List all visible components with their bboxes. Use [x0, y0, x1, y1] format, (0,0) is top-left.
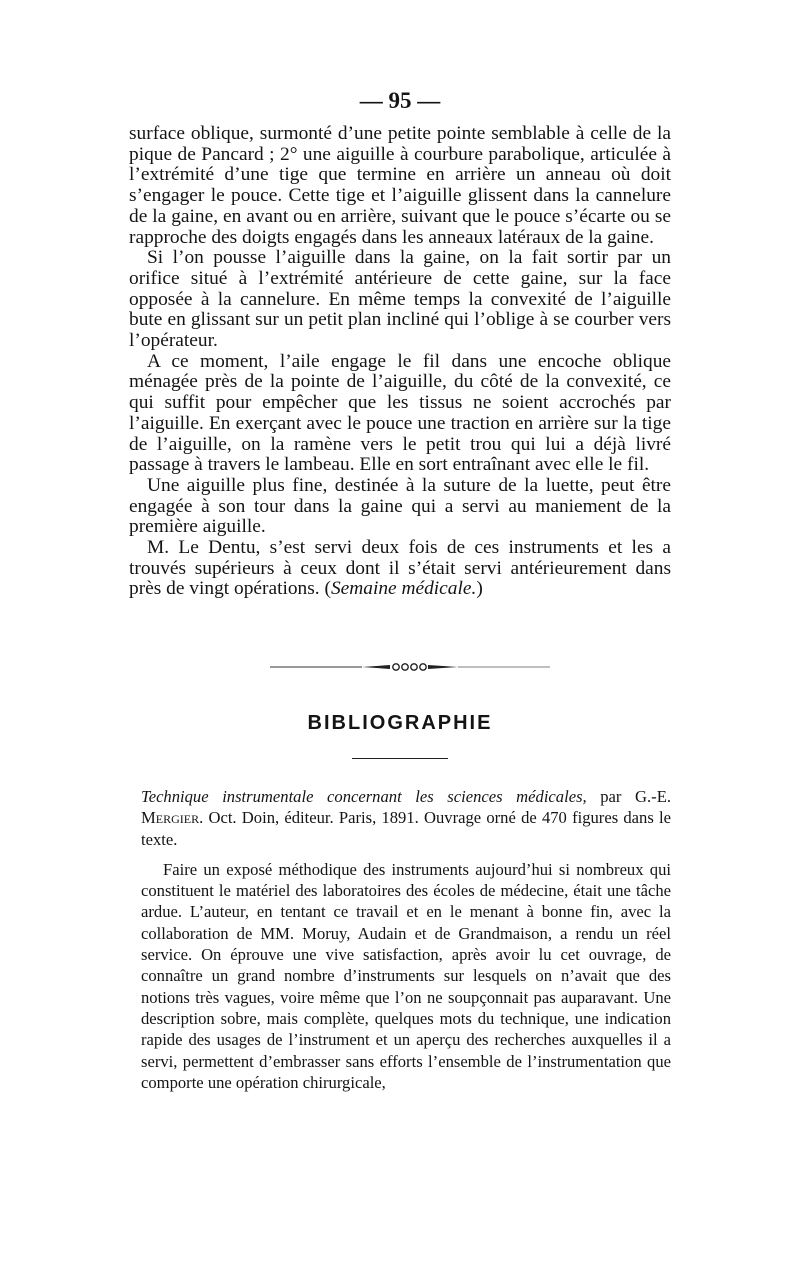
source-citation: Semaine médicale.: [330, 578, 477, 600]
article-body: [129, 124, 671, 600]
book-title: Technique instrumentale concernant les sciences médicales,: [141, 787, 587, 806]
publication-details: . Oct. Doin, éditeur. Paris, 1891. Ouvrage orné de 470 figures dans le texte.: [141, 808, 671, 849]
page-number: — 95 —: [359, 88, 441, 113]
citation-close: ): [476, 578, 483, 600]
by-label: par G.-E.: [586, 787, 671, 806]
section-heading: BIBLIOGRAPHIE: [307, 712, 493, 734]
bibliography-reference: [141, 786, 671, 850]
body-paragraph: surface oblique, surmonté d’une petite pointe semblable à celle de la pique de Pancard ; 2° une aiguille à courbure parabolique, articulée à l’extrémité d’une tige que termine en arrière un anneau où doit s’engager le pouce. Cette tige et l’aiguille glissent dans la cannelure de la gaine, en avant ou en arrière, suivant que le pouce s’écarte ou se rapproche des doigts engagés dans les anneaux latéraux de la gaine.: [129, 123, 671, 248]
body-paragraph: Si l’on pousse l’aiguille dans la gaine, on la fait sortir par un orifice situé à l’extrémité antérieure de cette gaine, sur la face opposée à la cannelure. En même temps la convexité de l’aiguille bute en glissant sur un petit plan incliné qui l’oblige à se courber vers l’opérateur.: [129, 247, 671, 352]
author-name: Mergier: [141, 808, 200, 828]
heading-rule: [352, 758, 448, 759]
body-paragraph: A ce moment, l’aile engage le fil dans une encoche oblique ménagée près de la pointe de l’aiguille, du côté de la convexité, ce qui suffit pour empêcher que les tissus ne soient accrochés par l’aiguille. En exerçant avec le pouce une traction en arrière sur la tige de l’aiguille, on la ramène vers le petit trou qui lui a déjà livré passage à travers le lambeau. Elle en sort entraînant avec elle le fil.: [129, 350, 671, 476]
review-text: Faire un exposé méthodique des instruments aujourd’hui si nombreux qui constituent le matériel des laboratoires des écoles de médecine, était une tâche ardue. L’auteur, en tentant ce travail et en le menant à bonne fin, avec la collaboration de MM. Moruy, Audain et de Grandmaison, a rendu un réel service. On éprouve une vive satisfaction, après avoir lu cet ouvrage, de connaître un grand nombre d’instruments sur lesquels on n’avait que des notions très vagues, voire même que l’on ne soupçonnait pas auparavant. Une description sobre, mais complète, quelques mots du technique, une indication rapide des usages de l’instrument et un aperçu des recherches auxquelles il a servi, permettent d’embrasser sans efforts l’ensemble de l’instrumentation que comporte une opération chirurgicale,: [141, 859, 671, 1092]
body-paragraph-last: [129, 538, 671, 600]
ornament-divider: [270, 662, 550, 672]
body-paragraph-text: M. Le Dentu, s’est servi deux fois de ces instruments et les a trouvés supérieurs à ceux dont il s’était servi antérieurement dans près de vingt opérations. (: [129, 537, 671, 600]
body-paragraph: Une aiguille plus fine, destinée à la suture de la luette, peut être engagée à son tour dans la gaine qui a servi au maniement de la première aiguille.: [129, 474, 671, 538]
review-paragraph: [141, 859, 671, 1093]
bibliography-entry: [141, 786, 671, 1093]
